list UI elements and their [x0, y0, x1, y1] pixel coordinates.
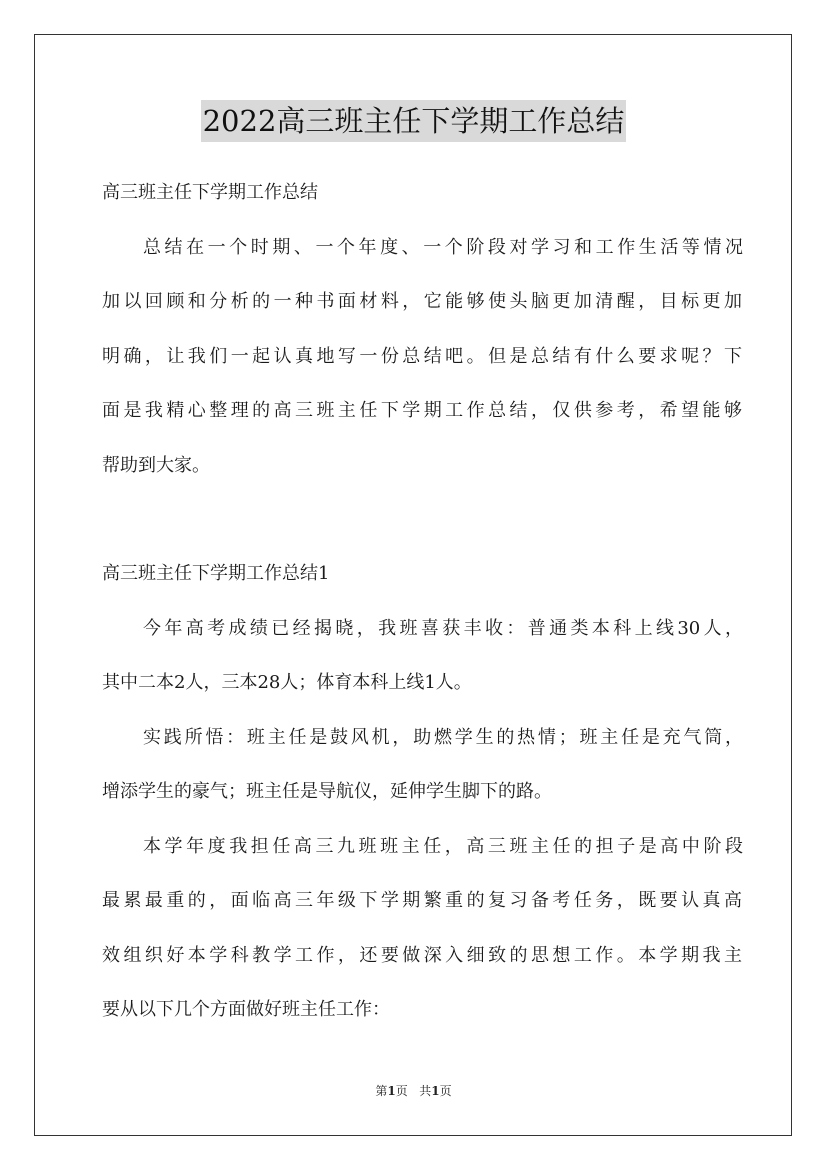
section-heading: 高三班主任下学期工作总结	[102, 182, 318, 203]
footer-total-unit: 页	[439, 1084, 452, 1098]
para1-line-2: 其中二本2人，三本28人；体育本科上线1人。	[102, 672, 472, 693]
intro-line-3: 明确，让我们一起认真地写一份总结吧。但是总结有什么要求呢？下	[102, 346, 742, 367]
page-footer	[0, 1083, 827, 1099]
para3-line-3: 效组织好本学科教学工作，还要做深入细致的思想工作。本学期我主	[102, 945, 742, 966]
para2-line-2: 增添学生的豪气；班主任是导航仪，延伸学生脚下的路。	[102, 781, 552, 802]
footer-page-unit: 页	[395, 1084, 408, 1098]
para3-line-2: 最累最重的，面临高三年级下学期繁重的复习备考任务，既要认真高	[102, 890, 742, 911]
intro-line-1: 总结在一个时期、一个年度、一个阶段对学习和工作生活等情况	[143, 237, 743, 258]
para2-line-1: 实践所悟：班主任是鼓风机，助燃学生的热情；班主任是充气筒，	[143, 727, 743, 748]
section-heading-1: 高三班主任下学期工作总结1	[102, 563, 330, 584]
intro-line-4: 面是我精心整理的高三班主任下学期工作总结，仅供参考，希望能够	[102, 400, 742, 421]
intro-line-2: 加以回顾和分析的一种书面材料，它能够使头脑更加清醒，目标更加	[102, 291, 742, 312]
intro-line-5: 帮助到大家。	[102, 455, 210, 476]
para1-line-1: 今年高考成绩已经揭晓，我班喜获丰收：普通类本科上线30人，	[143, 618, 743, 639]
footer-total-label: 共	[419, 1084, 432, 1098]
title-container	[0, 100, 827, 142]
footer-page-label: 第	[375, 1084, 388, 1098]
document-title: 2022高三班主任下学期工作总结	[201, 100, 627, 142]
para3-line-4: 要从以下几个方面做好班主任工作：	[102, 999, 390, 1020]
footer-total-number: 1	[431, 1084, 440, 1098]
footer-page-number: 1	[387, 1084, 396, 1098]
para3-line-1: 本学年度我担任高三九班班主任，高三班主任的担子是高中阶段	[143, 836, 743, 857]
